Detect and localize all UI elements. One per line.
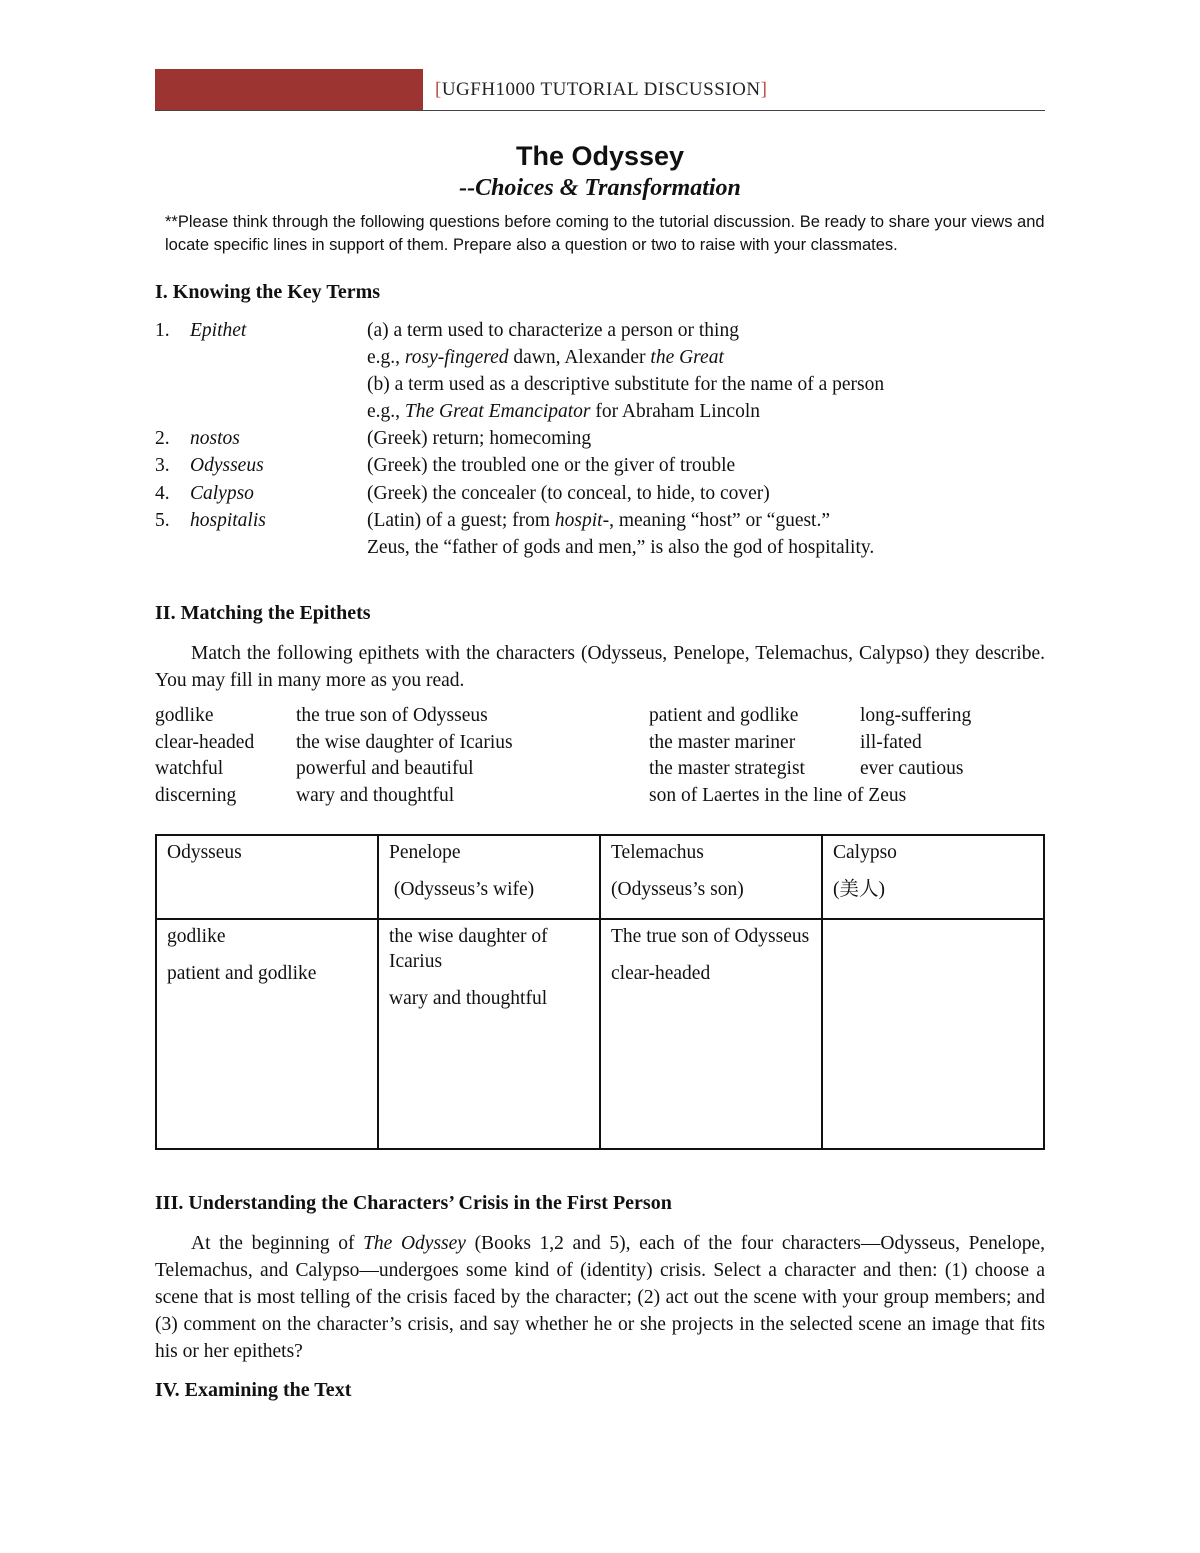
- document-title: The Odyssey: [515, 141, 685, 171]
- epithet-item: discerning: [155, 784, 237, 806]
- bracket-open: [: [435, 79, 442, 100]
- epithet-item: powerful and beautiful: [296, 758, 474, 779]
- epithet-matching-table: [155, 834, 1045, 1150]
- epithet-item: watchful: [155, 758, 224, 779]
- epithet-item: godlike: [155, 705, 214, 726]
- book-title: The Odyssey: [363, 1233, 466, 1254]
- cell-entry: godlike: [167, 926, 226, 947]
- epithet-column: [860, 703, 971, 783]
- section-2-instructions: [155, 640, 1045, 694]
- table-cell[interactable]: [156, 919, 378, 1149]
- epithet-item: ill-fated: [860, 731, 922, 753]
- term-number: 4.: [155, 483, 170, 504]
- section-1-heading: I. Knowing the Key Terms: [155, 281, 381, 303]
- table-header-cell-calypso: [822, 835, 1044, 919]
- bracket-close: ]: [760, 79, 768, 100]
- cell-entry: The true son of Odysseus: [611, 926, 810, 947]
- character-name: Telemachus: [611, 842, 704, 863]
- epithet-item: wary and thoughtful: [296, 784, 455, 806]
- cell-entry: wary and thoughtful: [389, 988, 548, 1009]
- epithet-item: clear-headed: [155, 731, 255, 753]
- term-number: 2.: [155, 428, 170, 449]
- epithet-column: [296, 703, 513, 809]
- section-3-heading: III. Understanding the Characters’ Crisis in the First Person: [155, 1192, 672, 1214]
- character-name: Penelope: [389, 842, 461, 863]
- instructions-text: Match the following epithets with the characters (Odysseus, Penelope, Telemachus, Calypso) they describe. You may fill in many more as you read.: [155, 643, 1045, 691]
- intro-text: **Please think through the following questions before coming to the tutorial discussion. Be ready to share your views and locate specific lines in support of them. Prepare also a question or two to raise with your classmates.: [165, 213, 1045, 254]
- term-word: Epithet: [190, 320, 247, 341]
- epithet-column: [155, 703, 254, 809]
- epithet-item: ever cautious: [860, 758, 964, 779]
- table-row: [156, 919, 1044, 1149]
- table-header-cell-telemachus: [600, 835, 822, 919]
- table-cell-empty[interactable]: [822, 919, 1044, 1149]
- term-definition: (Latin) of a guest; from hospit-, meaning “host” or “guest.”: [367, 510, 831, 531]
- table-header-cell-penelope: [378, 835, 600, 919]
- section-4-heading: IV. Examining the Text: [155, 1379, 352, 1401]
- character-name: Odysseus: [167, 842, 242, 863]
- header-title: [435, 79, 767, 101]
- epithet-item: the master strategist: [649, 758, 805, 779]
- term-number: 5.: [155, 510, 170, 531]
- term-definition: (b) a term used as a descriptive substitute for the name of a person: [367, 374, 885, 395]
- term-example: e.g., rosy-fingered dawn, Alexander the Great: [367, 347, 724, 368]
- term-definition-note: Zeus, the “father of gods and men,” is also the god of hospitality.: [367, 537, 875, 558]
- cell-entry: clear-headed: [611, 963, 711, 984]
- header-accent-bar: [155, 69, 423, 111]
- cell-entry: the wise daughter of Icarius: [389, 926, 548, 972]
- term-definition: (Greek) the concealer (to conceal, to hide, to cover): [367, 483, 770, 504]
- term-word: nostos: [190, 428, 240, 449]
- cell-entry: patient and godlike: [167, 963, 317, 984]
- header-title-text: UGFH1000 TUTORIAL DISCUSSION: [441, 79, 761, 100]
- epithet-item: patient and godlike: [649, 705, 799, 726]
- term-definition: (a) a term used to characterize a person or thing: [367, 320, 739, 341]
- term-word: Odysseus: [190, 455, 264, 476]
- epithet-item: long-suffering: [860, 705, 972, 726]
- table-header-cell-odysseus: [156, 835, 378, 919]
- term-example: e.g., The Great Emancipator for Abraham Lincoln: [367, 401, 760, 422]
- intro-instructions: [165, 211, 1045, 257]
- epithet-item: the true son of Odysseus: [296, 705, 488, 726]
- table-header-row: [156, 835, 1044, 919]
- table-cell[interactable]: [600, 919, 822, 1149]
- term-word: hospitalis: [190, 510, 266, 531]
- section-2-heading: II. Matching the Epithets: [155, 602, 371, 624]
- character-note: (美人): [833, 879, 885, 900]
- epithet-item: son of Laertes in the line of Zeus: [649, 784, 907, 806]
- document-subtitle: --Choices & Transformation: [459, 175, 741, 201]
- epithet-item: the master mariner: [649, 731, 796, 753]
- header-divider: [155, 110, 1045, 111]
- term-number: 3.: [155, 455, 170, 476]
- term-definition: (Greek) the troubled one or the giver of trouble: [367, 455, 736, 476]
- term-number: 1.: [155, 320, 170, 341]
- table-cell[interactable]: [378, 919, 600, 1149]
- term-word: Calypso: [190, 483, 254, 504]
- character-note: (Odysseus’s son): [611, 879, 744, 900]
- term-definition: (Greek) return; homecoming: [367, 428, 592, 449]
- section-3-paragraph: At the beginning of The Odyssey (Books 1,2 and 5), each of the four characters—Odysseus, Penelope, Telemachus, and Calypso—undergoes some kind of (identity) crisis. Select a character and then: (1) choose a scene that is most telling of the crisis faced by the character; (2) act out the scene with your group members; and (3) comment on the character’s crisis, and say whether he or she projects in the selected scene an image that fits his or her epithets?: [155, 1233, 1045, 1362]
- character-note: (Odysseus’s wife): [389, 879, 535, 900]
- character-name: Calypso: [833, 842, 897, 863]
- epithet-item: the wise daughter of Icarius: [296, 731, 513, 753]
